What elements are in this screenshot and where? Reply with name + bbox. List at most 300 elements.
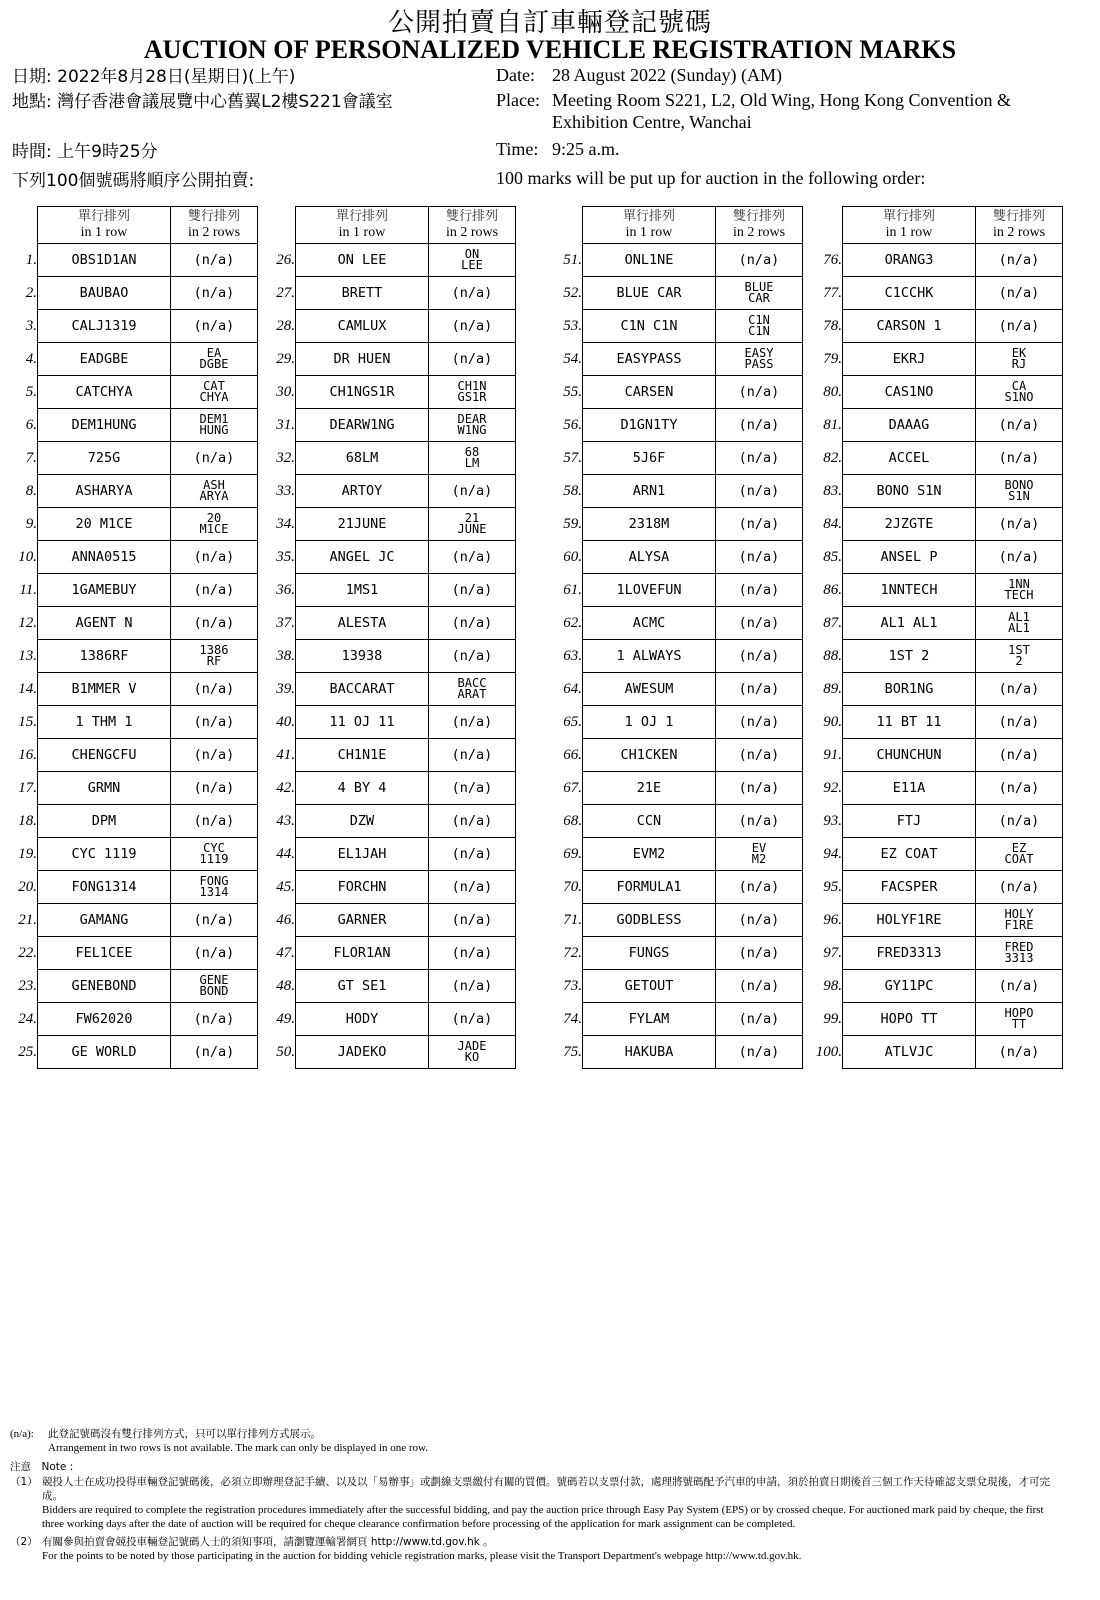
row-number: 79. — [823, 350, 842, 367]
mark-one-row: 20 M1CE — [38, 508, 171, 541]
table-row — [545, 937, 803, 970]
mark-two-rows — [976, 574, 1063, 607]
mark-two-rows-top: (n/a) — [451, 746, 493, 763]
time-english — [496, 138, 620, 160]
table-row — [545, 376, 803, 409]
mark-one-row: CAS1NO — [843, 376, 976, 409]
table-row — [545, 1036, 803, 1069]
mark-two-rows-top: (n/a) — [193, 449, 235, 466]
mark-two-rows-top: C1N — [748, 313, 770, 327]
header-two-rows-zh: 雙行排列 — [732, 209, 785, 224]
mark-two-rows — [976, 838, 1063, 871]
mark-two-rows-top: AL1 — [1008, 610, 1030, 624]
table-row — [263, 838, 516, 871]
table-row — [545, 871, 803, 904]
table-row — [263, 310, 516, 343]
mark-two-rows-top: (n/a) — [451, 779, 493, 796]
table-row — [263, 574, 516, 607]
mark-two-rows — [171, 343, 258, 376]
mark-two-rows-bottom: S1NO — [1004, 390, 1034, 404]
table-row — [263, 673, 516, 706]
mark-two-rows — [171, 244, 258, 277]
row-number: 74. — [563, 1010, 582, 1027]
mark-two-rows — [976, 640, 1063, 673]
mark-two-rows — [716, 805, 803, 838]
mark-two-rows-top: (n/a) — [451, 812, 493, 829]
mark-two-rows — [429, 673, 516, 706]
mark-one-row: ARTOY — [296, 475, 429, 508]
mark-two-rows-top: JADE — [457, 1039, 487, 1053]
mark-one-row: FTJ — [843, 805, 976, 838]
table-row — [805, 871, 1063, 904]
mark-two-rows — [976, 541, 1063, 574]
header-one-row-zh: 單行排列 — [622, 209, 675, 224]
place-label: Place: — [496, 90, 540, 110]
mark-two-rows — [429, 574, 516, 607]
mark-two-rows — [976, 277, 1063, 310]
table-row — [263, 970, 516, 1003]
mark-two-rows — [429, 376, 516, 409]
mark-one-row: CH1NGS1R — [296, 376, 429, 409]
mark-one-row: JADEKO — [296, 1036, 429, 1069]
mark-one-row: CHENGCFU — [38, 739, 171, 772]
mark-two-rows — [716, 838, 803, 871]
row-number: 26. — [276, 251, 295, 268]
mark-one-row: AGENT N — [38, 607, 171, 640]
mark-two-rows — [976, 970, 1063, 1003]
row-number: 4. — [25, 350, 37, 367]
mark-one-row: FEL1CEE — [38, 937, 171, 970]
mark-two-rows — [716, 376, 803, 409]
mark-two-rows — [716, 409, 803, 442]
header-two-rows — [976, 207, 1063, 244]
mark-two-rows-top: 1386 — [199, 643, 229, 657]
mark-two-rows — [429, 1036, 516, 1069]
row-number: 25. — [18, 1043, 37, 1060]
mark-one-row: GRMN — [38, 772, 171, 805]
mark-two-rows-top: (n/a) — [998, 1043, 1040, 1060]
row-number: 46. — [276, 911, 295, 928]
mark-two-rows — [171, 904, 258, 937]
mark-two-rows-top: ASH — [203, 478, 225, 492]
table-row — [805, 706, 1063, 739]
mark-two-rows — [976, 442, 1063, 475]
mark-two-rows-top: (n/a) — [451, 713, 493, 730]
note-1-label: （1） — [10, 1476, 38, 1488]
table-row — [805, 508, 1063, 541]
mark-two-rows-bottom: DGBE — [199, 357, 229, 371]
row-number: 90. — [823, 713, 842, 730]
header-two-rows — [429, 207, 516, 244]
mark-two-rows — [429, 937, 516, 970]
mark-two-rows-bottom: RJ — [1011, 357, 1027, 371]
mark-two-rows — [171, 739, 258, 772]
mark-two-rows — [976, 904, 1063, 937]
na-label: (n/a): — [10, 1428, 34, 1440]
mark-two-rows-top: EV — [751, 841, 767, 855]
mark-two-rows — [976, 607, 1063, 640]
mark-two-rows-top: ON — [464, 247, 480, 261]
mark-two-rows-top: (n/a) — [738, 977, 780, 994]
header-two-rows-zh: 雙行排列 — [187, 209, 240, 224]
mark-two-rows-top: (n/a) — [193, 1043, 235, 1060]
mark-one-row: 1LOVEFUN — [583, 574, 716, 607]
mark-two-rows-top: CAT — [203, 379, 225, 393]
row-number: 75. — [563, 1043, 582, 1060]
table-row — [5, 772, 258, 805]
row-number: 69. — [563, 845, 582, 862]
row-number: 31. — [276, 416, 295, 433]
mark-two-rows — [429, 871, 516, 904]
mark-one-row: ASHARYA — [38, 475, 171, 508]
mark-one-row: FONG1314 — [38, 871, 171, 904]
time-chinese: 時間: 上午9時25分 — [12, 142, 158, 162]
table-row — [805, 904, 1063, 937]
table-row — [805, 1003, 1063, 1036]
mark-two-rows — [716, 673, 803, 706]
mark-two-rows — [429, 508, 516, 541]
mark-one-row: BONO S1N — [843, 475, 976, 508]
mark-one-row: FLOR1AN — [296, 937, 429, 970]
mark-one-row: EVM2 — [583, 838, 716, 871]
footer-na-note — [10, 1427, 428, 1455]
mark-two-rows-top: (n/a) — [193, 1010, 235, 1027]
mark-two-rows — [429, 838, 516, 871]
mark-one-row: DEARW1NG — [296, 409, 429, 442]
mark-two-rows-top: (n/a) — [998, 251, 1040, 268]
mark-one-row: AWESUM — [583, 673, 716, 706]
mark-two-rows — [429, 541, 516, 574]
mark-two-rows — [716, 970, 803, 1003]
mark-two-rows — [716, 442, 803, 475]
row-number: 8. — [25, 482, 37, 499]
mark-two-rows-top: HOPO — [1004, 1006, 1034, 1020]
mark-two-rows — [716, 310, 803, 343]
row-number: 5. — [25, 383, 37, 400]
mark-two-rows — [171, 310, 258, 343]
mark-one-row: ARN1 — [583, 475, 716, 508]
mark-one-row: CAMLUX — [296, 310, 429, 343]
table-row — [263, 409, 516, 442]
mark-one-row: 68LM — [296, 442, 429, 475]
mark-two-rows-top: (n/a) — [451, 482, 493, 499]
mark-two-rows-top: (n/a) — [193, 284, 235, 301]
mark-two-rows-top: (n/a) — [738, 647, 780, 664]
mark-two-rows-top: (n/a) — [738, 1043, 780, 1060]
mark-two-rows — [171, 277, 258, 310]
table-row — [545, 541, 803, 574]
mark-two-rows-top: (n/a) — [998, 977, 1040, 994]
row-number: 27. — [276, 284, 295, 301]
mark-two-rows — [976, 739, 1063, 772]
mark-one-row: GAMANG — [38, 904, 171, 937]
header-blank — [263, 207, 296, 244]
header-two-rows-en: in 2 rows — [992, 225, 1046, 240]
row-number: 95. — [823, 878, 842, 895]
mark-one-row: 13938 — [296, 640, 429, 673]
mark-two-rows-top: (n/a) — [451, 878, 493, 895]
mark-one-row: C1CCHK — [843, 277, 976, 310]
mark-two-rows — [429, 475, 516, 508]
mark-two-rows-top: BACC — [457, 676, 487, 690]
mark-two-rows — [976, 772, 1063, 805]
table-row — [5, 244, 258, 277]
mark-one-row: 11 BT 11 — [843, 706, 976, 739]
header-two-rows-zh: 雙行排列 — [992, 209, 1045, 224]
mark-two-rows — [976, 409, 1063, 442]
header-one-row-en: in 1 row — [625, 225, 673, 240]
mark-two-rows-top: (n/a) — [738, 251, 780, 268]
table-row — [263, 640, 516, 673]
mark-one-row: BRETT — [296, 277, 429, 310]
mark-one-row: EKRJ — [843, 343, 976, 376]
table-row — [545, 805, 803, 838]
table-row — [5, 475, 258, 508]
table-row — [545, 277, 803, 310]
table-row — [805, 607, 1063, 640]
mark-one-row: CH1N1E — [296, 739, 429, 772]
row-number: 24. — [18, 1010, 37, 1027]
table-row — [263, 739, 516, 772]
row-number: 33. — [276, 482, 295, 499]
row-number: 83. — [823, 482, 842, 499]
table-row — [545, 442, 803, 475]
row-number: 84. — [823, 515, 842, 532]
table-row — [5, 574, 258, 607]
mark-two-rows-top: (n/a) — [998, 515, 1040, 532]
mark-two-rows-bottom: C1N — [748, 324, 770, 338]
table-row — [545, 739, 803, 772]
mark-two-rows-bottom: PASS — [744, 357, 774, 371]
mark-one-row: BOR1NG — [843, 673, 976, 706]
header-one-row-en: in 1 row — [80, 225, 128, 240]
mark-one-row: ANSEL P — [843, 541, 976, 574]
mark-one-row: 1 ALWAYS — [583, 640, 716, 673]
place-chinese: 地點: 灣仔香港會議展覽中心舊翼L2樓S221會議室 — [12, 92, 393, 112]
mark-two-rows-bottom: 1314 — [199, 885, 229, 899]
row-number: 56. — [563, 416, 582, 433]
row-number: 6. — [25, 416, 37, 433]
table-row — [805, 409, 1063, 442]
mark-one-row: EADGBE — [38, 343, 171, 376]
title-english: AUCTION OF PERSONALIZED VEHICLE REGISTRATION MARKS — [143, 35, 957, 64]
row-number: 52. — [563, 284, 582, 301]
table-row — [805, 277, 1063, 310]
header-one-row-en: in 1 row — [885, 225, 933, 240]
mark-two-rows — [716, 871, 803, 904]
table-row — [5, 673, 258, 706]
mark-two-rows-top: (n/a) — [998, 878, 1040, 895]
mark-one-row: ATLVJC — [843, 1036, 976, 1069]
mark-one-row: GETOUT — [583, 970, 716, 1003]
mark-two-rows-top: (n/a) — [193, 680, 235, 697]
mark-two-rows-top: (n/a) — [738, 383, 780, 400]
note-2-label: （2） — [10, 1536, 38, 1548]
mark-one-row: BACCARAT — [296, 673, 429, 706]
mark-two-rows-top: (n/a) — [738, 614, 780, 631]
mark-two-rows — [171, 640, 258, 673]
mark-two-rows-bottom: 3313 — [1004, 951, 1034, 965]
row-number: 9. — [25, 515, 37, 532]
mark-two-rows-top: 1NN — [1008, 577, 1030, 591]
row-number: 61. — [563, 581, 582, 598]
table-row — [545, 574, 803, 607]
mark-two-rows-bottom: M2 — [751, 852, 767, 866]
table-row — [805, 772, 1063, 805]
table-row — [5, 970, 258, 1003]
mark-one-row: HAKUBA — [583, 1036, 716, 1069]
table-row — [805, 541, 1063, 574]
mark-one-row: 1ST 2 — [843, 640, 976, 673]
row-number: 21. — [18, 911, 37, 928]
mark-two-rows — [171, 838, 258, 871]
header-one-row-en: in 1 row — [338, 225, 386, 240]
header-one-row — [843, 207, 976, 244]
mark-two-rows — [429, 310, 516, 343]
mark-two-rows — [429, 244, 516, 277]
table-row — [263, 277, 516, 310]
mark-one-row: ANGEL JC — [296, 541, 429, 574]
row-number: 76. — [823, 251, 842, 268]
mark-two-rows — [429, 805, 516, 838]
mark-two-rows — [976, 871, 1063, 904]
mark-two-rows-top: (n/a) — [193, 581, 235, 598]
mark-one-row: 1GAMEBUY — [38, 574, 171, 607]
mark-two-rows — [171, 541, 258, 574]
table-row — [263, 508, 516, 541]
mark-two-rows — [429, 1003, 516, 1036]
mark-one-row: CCN — [583, 805, 716, 838]
mark-one-row: DR HUEN — [296, 343, 429, 376]
row-number: 59. — [563, 515, 582, 532]
row-number: 47. — [276, 944, 295, 961]
mark-two-rows — [171, 871, 258, 904]
mark-one-row: DZW — [296, 805, 429, 838]
marks-table-4 — [805, 206, 1063, 1069]
mark-two-rows-top: BLUE — [744, 280, 774, 294]
table-row — [5, 310, 258, 343]
header-one-row — [296, 207, 429, 244]
order-chinese: 下列100個號碼將順序公開拍賣: — [12, 171, 255, 191]
mark-two-rows-bottom: BOND — [199, 984, 229, 998]
mark-one-row: HODY — [296, 1003, 429, 1036]
row-number: 43. — [276, 812, 295, 829]
mark-two-rows — [171, 574, 258, 607]
mark-one-row: CATCHYA — [38, 376, 171, 409]
mark-two-rows — [429, 409, 516, 442]
row-number: 86. — [823, 581, 842, 598]
mark-two-rows-top: DEM1 — [199, 412, 229, 426]
table-row — [263, 904, 516, 937]
table-row — [805, 244, 1063, 277]
mark-one-row: 21JUNE — [296, 508, 429, 541]
mark-two-rows-top: 20 — [206, 511, 222, 525]
table-row — [545, 970, 803, 1003]
mark-one-row: FRED3313 — [843, 937, 976, 970]
mark-two-rows — [716, 706, 803, 739]
header-two-rows-zh: 雙行排列 — [445, 209, 498, 224]
table-row — [805, 640, 1063, 673]
row-number: 81. — [823, 416, 842, 433]
row-number: 77. — [823, 284, 842, 301]
mark-one-row: CARSON 1 — [843, 310, 976, 343]
row-number: 70. — [563, 878, 582, 895]
mark-two-rows-top: (n/a) — [451, 647, 493, 664]
mark-two-rows-bottom: ARAT — [457, 687, 487, 701]
mark-two-rows — [171, 937, 258, 970]
mark-two-rows — [976, 673, 1063, 706]
mark-one-row: DEM1HUNG — [38, 409, 171, 442]
mark-two-rows-bottom: TECH — [1004, 588, 1034, 602]
mark-one-row: 1386RF — [38, 640, 171, 673]
table-row — [263, 1003, 516, 1036]
mark-two-rows-top: (n/a) — [193, 812, 235, 829]
mark-one-row: CHUNCHUN — [843, 739, 976, 772]
mark-one-row: DPM — [38, 805, 171, 838]
row-number: 89. — [823, 680, 842, 697]
mark-two-rows-top: (n/a) — [738, 944, 780, 961]
row-number: 87. — [823, 614, 842, 631]
table-row — [5, 1036, 258, 1069]
mark-two-rows-top: (n/a) — [451, 845, 493, 862]
mark-two-rows — [716, 607, 803, 640]
row-number: 23. — [18, 977, 37, 994]
mark-two-rows-bottom: KO — [464, 1050, 480, 1064]
mark-one-row: ACCEL — [843, 442, 976, 475]
mark-two-rows — [171, 805, 258, 838]
mark-two-rows-bottom: CHYA — [199, 390, 229, 404]
table-row — [805, 442, 1063, 475]
mark-two-rows-bottom: RF — [206, 654, 222, 668]
date-chinese: 日期: 2022年8月28日(星期日)(上午) — [12, 67, 296, 87]
mark-one-row: 1MS1 — [296, 574, 429, 607]
row-number: 55. — [563, 383, 582, 400]
table-row — [545, 772, 803, 805]
header-one-row-zh: 單行排列 — [335, 209, 388, 224]
mark-two-rows-top: (n/a) — [738, 515, 780, 532]
mark-two-rows-top: (n/a) — [998, 812, 1040, 829]
mark-two-rows-top: (n/a) — [998, 284, 1040, 301]
row-number: 64. — [563, 680, 582, 697]
row-number: 29. — [276, 350, 295, 367]
row-number: 63. — [563, 647, 582, 664]
row-number: 53. — [563, 317, 582, 334]
mark-one-row: ORANG3 — [843, 244, 976, 277]
row-number: 50. — [276, 1043, 295, 1060]
note-2-english: For the points to be noted by those participating in the auction for bidding vehicle registration marks, please visit the Transport Department's webpage http://www.td.gov.hk. — [42, 1550, 802, 1562]
mark-two-rows-top: CYC — [203, 841, 225, 855]
row-number: 10. — [18, 548, 37, 565]
table-row — [545, 475, 803, 508]
mark-one-row: ALYSA — [583, 541, 716, 574]
table-row — [805, 475, 1063, 508]
table-row — [805, 1036, 1063, 1069]
mark-two-rows — [429, 970, 516, 1003]
mark-one-row: 2318M — [583, 508, 716, 541]
row-number: 30. — [276, 383, 295, 400]
table-row — [545, 508, 803, 541]
mark-two-rows-top: (n/a) — [738, 812, 780, 829]
table-row — [5, 607, 258, 640]
time-label: Time: — [496, 139, 539, 159]
row-number: 37. — [276, 614, 295, 631]
mark-two-rows-top: (n/a) — [998, 680, 1040, 697]
table-row — [805, 343, 1063, 376]
row-number: 57. — [563, 449, 582, 466]
mark-two-rows — [976, 475, 1063, 508]
table-row — [5, 706, 258, 739]
mark-two-rows-bottom: W1NG — [457, 423, 487, 437]
